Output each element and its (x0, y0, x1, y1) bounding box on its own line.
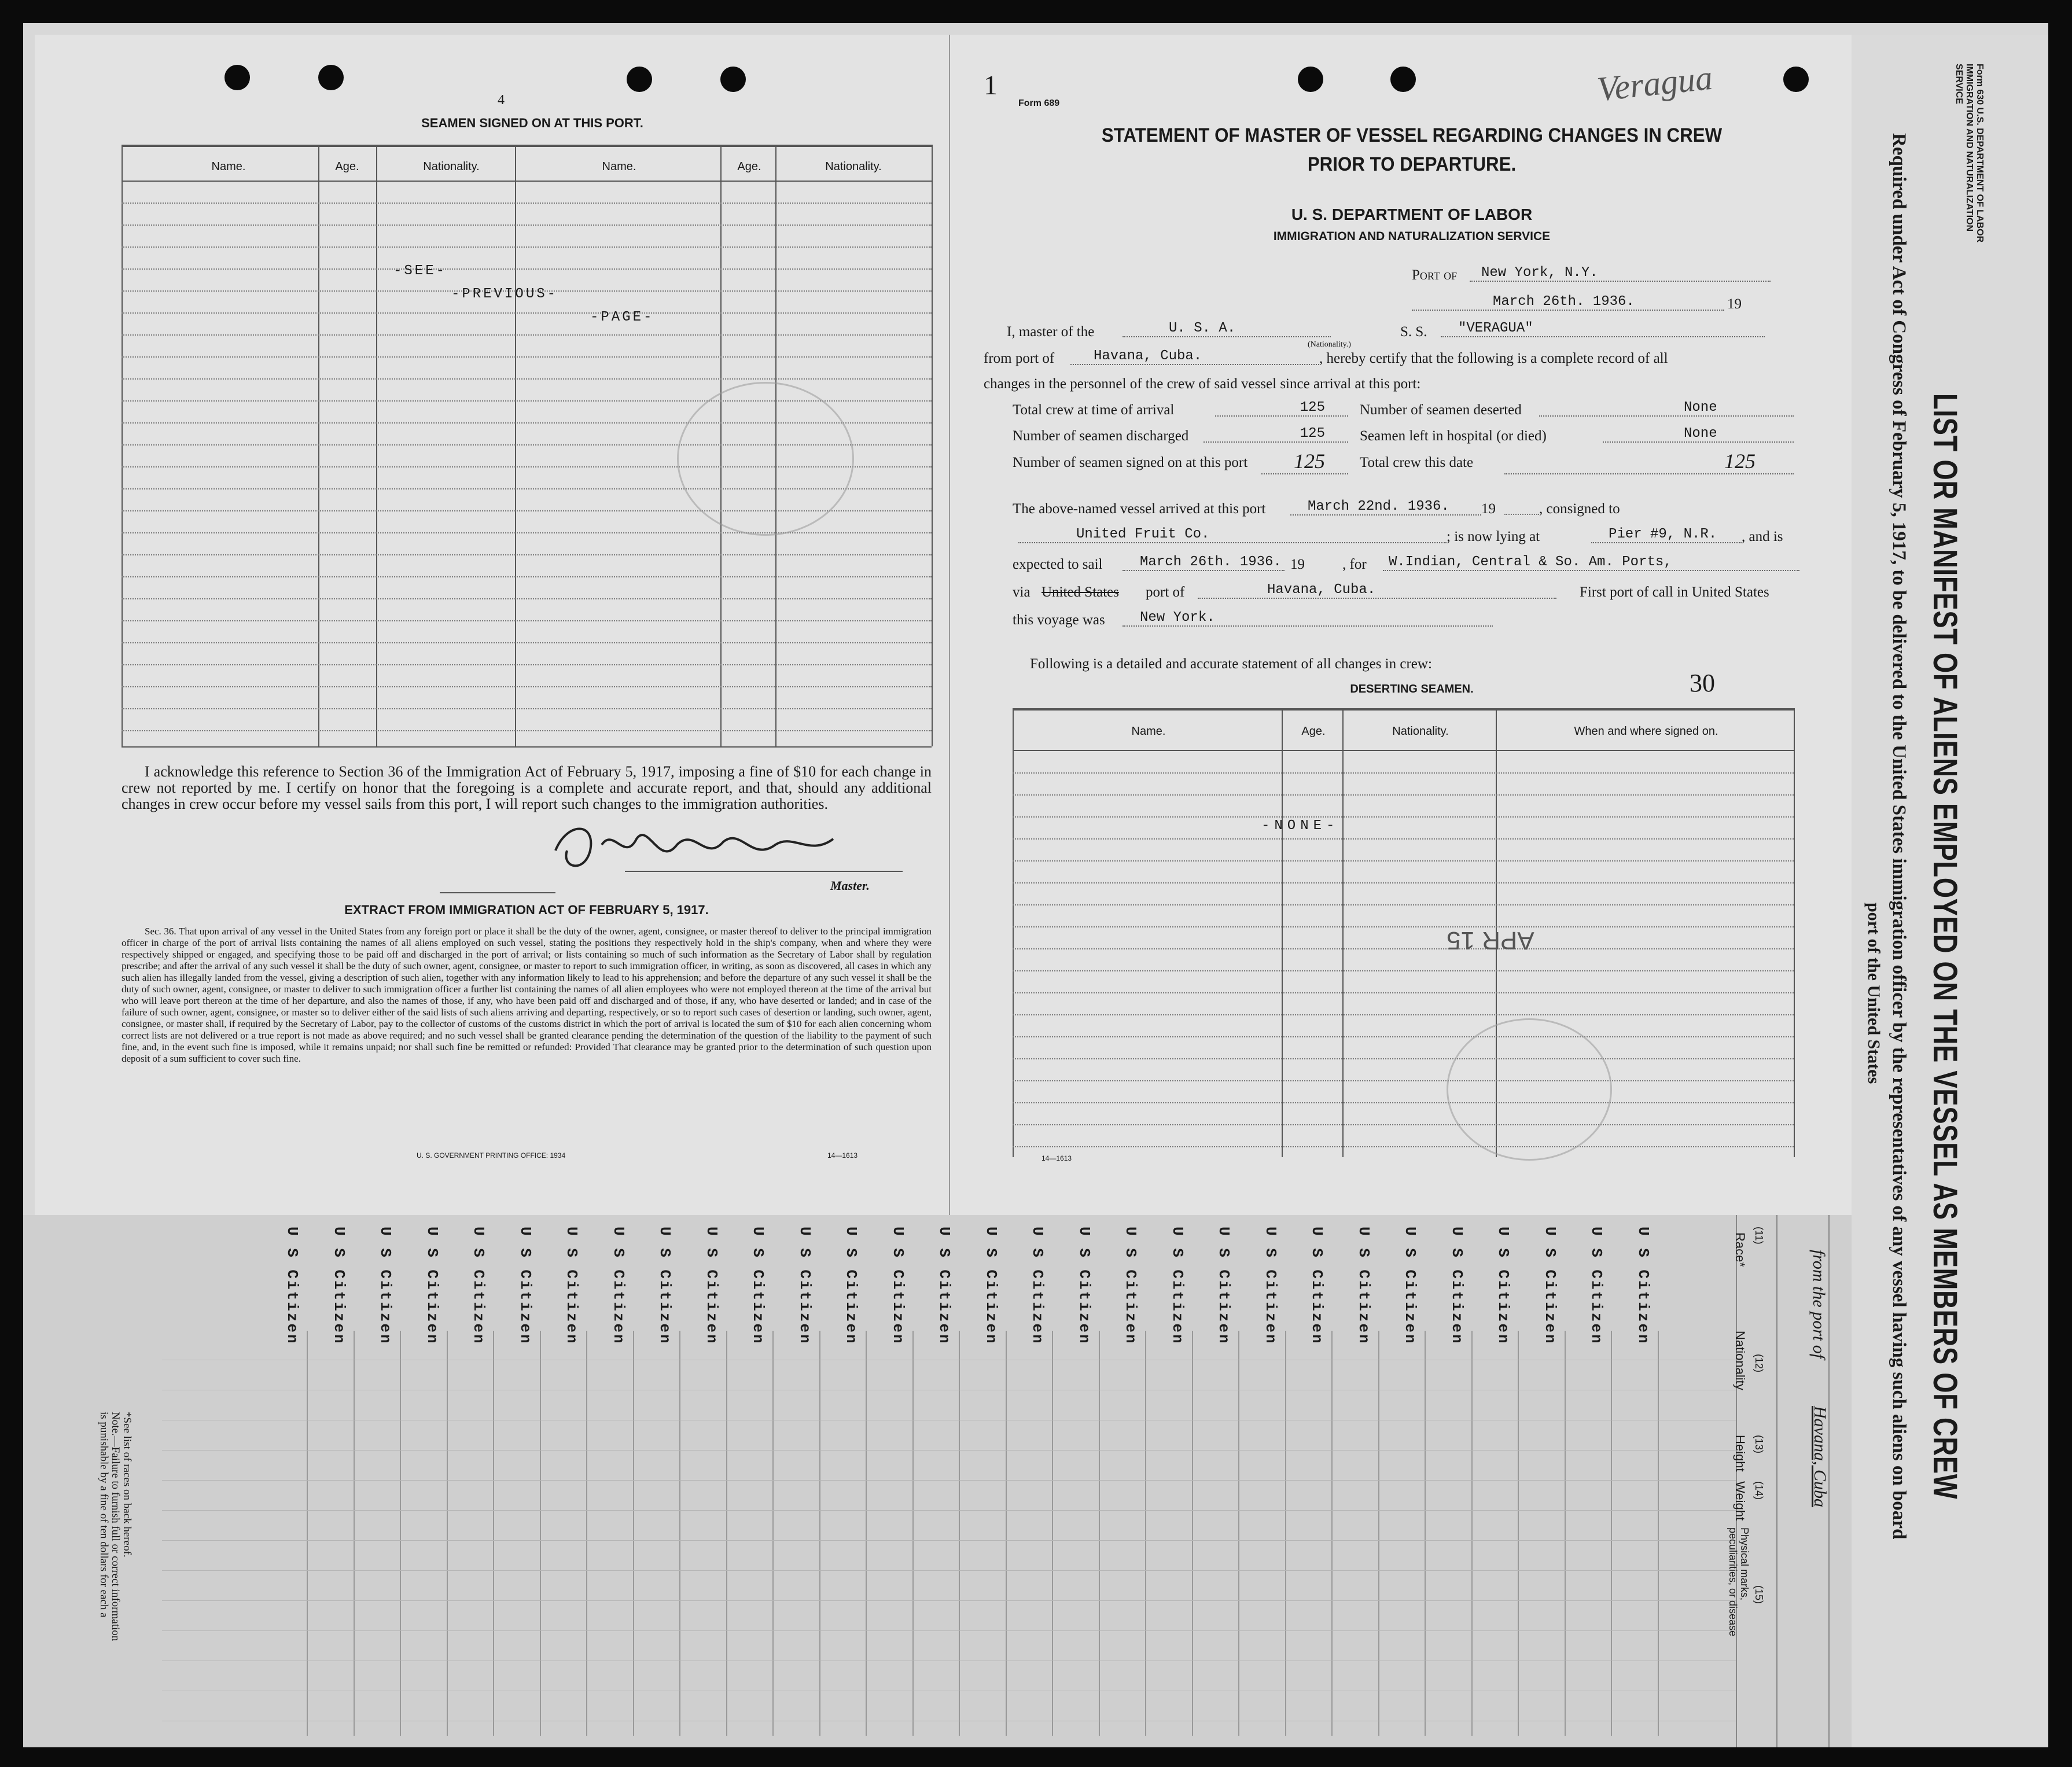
page-fold (949, 35, 950, 1215)
table-row-line (122, 268, 932, 270)
binder-hole (1783, 67, 1809, 92)
nationality-caption: (Nationality.) (1308, 340, 1351, 349)
grid-column-line (1145, 1331, 1146, 1736)
footnote-races: *See list of races on back hereof. (121, 1412, 133, 1558)
race-entry: U S Citizen (284, 1227, 301, 1345)
manifest-back-page (23, 1215, 2048, 1747)
column-number-11: (11) (1753, 1227, 1765, 1245)
grid-column-line (866, 1331, 867, 1736)
race-entry: U S Citizen (656, 1227, 674, 1345)
race-entry: U S Citizen (377, 1227, 394, 1345)
see-note-2: -PREVIOUS- (451, 286, 558, 302)
race-entry: U S Citizen (1588, 1227, 1605, 1345)
voyage-label: this voyage was (1013, 612, 1105, 628)
grid-column-line (1658, 1331, 1659, 1736)
table-row-line (122, 312, 932, 314)
table-row-line (122, 203, 932, 204)
handwritten-number: 30 (1690, 669, 1715, 697)
race-entry: U S Citizen (936, 1227, 953, 1345)
grid-column-line (1285, 1331, 1286, 1736)
race-entry: U S Citizen (1634, 1227, 1652, 1345)
seamen-signed-title: SEAMEN SIGNED ON AT THIS PORT. (421, 116, 643, 130)
total-crew-arrival-value: 125 (1215, 400, 1348, 417)
and-is-text: , and is (1742, 529, 1783, 544)
rule (1013, 750, 1794, 751)
race-entry: U S Citizen (1168, 1227, 1186, 1345)
signed-on-label: Number of seamen signed on at this port (1013, 455, 1248, 470)
for-label: , for (1342, 557, 1367, 572)
grid-column-line (1238, 1331, 1239, 1736)
grid-column-line (586, 1331, 587, 1736)
grid-column-line (540, 1331, 541, 1736)
corner-mark: 1 (984, 70, 998, 101)
expected-year-prefix: 19 (1290, 557, 1305, 572)
grid-column-line (1052, 1331, 1053, 1736)
discharged-value: 125 (1204, 426, 1348, 443)
table-column-line (1342, 708, 1344, 1157)
column-number-13: (13) (1753, 1435, 1765, 1454)
via-port-value: Havana, Cuba. (1198, 582, 1556, 599)
date-stamp: APR 15 (1447, 926, 1534, 955)
rule (440, 892, 555, 893)
arrival-stamp (1447, 1018, 1612, 1161)
race-entry: U S Citizen (1495, 1227, 1512, 1345)
col-age-2: Age. (737, 160, 761, 173)
grid-column-line (1378, 1331, 1379, 1736)
grid-column-line (1006, 1331, 1007, 1736)
race-entry: U S Citizen (1215, 1227, 1232, 1345)
manifest-requirement-port: port of the United States (1864, 903, 1883, 1084)
arrived-value: March 22nd. 1936. (1290, 499, 1481, 516)
statement-title: STATEMENT OF MASTER OF VESSEL REGARDING CHANGES IN CREW (1101, 124, 1723, 146)
table-row-line (1013, 1102, 1794, 1103)
table-row-line (1013, 816, 1794, 818)
table-row-line (122, 708, 932, 709)
binder-hole (720, 67, 746, 92)
binder-hole (627, 67, 652, 92)
table-row-line (122, 246, 932, 248)
form-code-right: 14—1613 (1041, 1154, 1072, 1162)
binder-hole (225, 65, 250, 90)
master-signature (544, 810, 868, 885)
hospital-value: None (1603, 426, 1794, 443)
col-deserting-age: Age. (1301, 725, 1326, 738)
race-entry: U S Citizen (982, 1227, 1000, 1345)
rule (1013, 708, 1794, 711)
table-row-line (1013, 1036, 1794, 1037)
race-entry: U S Citizen (1122, 1227, 1139, 1345)
page-number: 4 (498, 93, 505, 108)
expected-label: expected to sail (1013, 557, 1103, 572)
race-entry: U S Citizen (1541, 1227, 1559, 1345)
grid-column-line (354, 1331, 355, 1736)
footnote-fine: is punishable by a fine of ten dollars for each a (98, 1412, 110, 1618)
table-row-line (122, 686, 932, 687)
race-entry: U S Citizen (796, 1227, 814, 1345)
department-name: U. S. DEPARTMENT OF LABOR (1291, 205, 1533, 223)
table-column-line (1794, 708, 1795, 1157)
grid-row-line (162, 1600, 1736, 1601)
rule (122, 181, 932, 182)
race-entry: U S Citizen (1355, 1227, 1372, 1345)
column-divider (1776, 1215, 1777, 1747)
table-column-line (318, 145, 319, 746)
table-row-line (1013, 860, 1794, 862)
race-entry: U S Citizen (563, 1227, 580, 1345)
table-row-line (122, 334, 932, 336)
table-row-line (1013, 1080, 1794, 1081)
table-row-line (1013, 1146, 1794, 1147)
footnote-note: Note.—Failure to furnish full or correct information (109, 1412, 122, 1641)
form-code-left: 14—1613 (827, 1151, 858, 1159)
printer-note: U. S. GOVERNMENT PRINTING OFFICE: 1934 (417, 1151, 566, 1159)
discharged-label: Number of seamen discharged (1013, 428, 1189, 444)
grid-row-line (162, 1480, 1736, 1481)
race-entry: U S Citizen (702, 1227, 720, 1345)
company-stamp (677, 382, 854, 536)
expected-value: March 26th. 1936. (1123, 554, 1285, 571)
table-row-line (122, 664, 932, 665)
race-entry: U S Citizen (889, 1227, 907, 1345)
grid-column-line (1611, 1331, 1612, 1736)
table-row-line (122, 730, 932, 731)
race-entry: U S Citizen (609, 1227, 627, 1345)
total-today-label: Total crew this date (1360, 455, 1474, 470)
extract-title: EXTRACT FROM IMMIGRATION ACT OF FEBRUARY 5, 1917. (344, 903, 709, 917)
col-deserting-nationality: Nationality. (1392, 725, 1449, 738)
rule (122, 145, 932, 147)
table-row-line (1013, 1124, 1794, 1125)
first-call-label: First port of call in United States (1580, 584, 1769, 600)
date-value: March 26th. 1936. (1412, 294, 1724, 311)
grid-column-line (1518, 1331, 1519, 1736)
see-note-1: -SEE- (393, 263, 447, 279)
manifest-requirement: Required under Act of Congress of February 5, 1917, to be delivered to the United States immigration officer by the representatives of any vessel having such aliens on board (1889, 133, 1909, 1540)
from-port-label: from the port of (1809, 1250, 1828, 1359)
table-row-line (122, 576, 932, 577)
column-number-12: (12) (1753, 1354, 1765, 1373)
table-row-line (1013, 926, 1794, 927)
table-row-line (122, 356, 932, 358)
table-bottom-line (122, 746, 932, 748)
destination-value: W.Indian, Central & So. Am. Ports, (1383, 554, 1799, 571)
column-header-height: Height (1733, 1435, 1747, 1472)
race-entry: U S Citizen (1261, 1227, 1279, 1345)
from-port-value: Havana, Cuba. (1070, 348, 1319, 365)
from-port-value: Havana, Cuba (1810, 1406, 1830, 1507)
table-row-line (1013, 1058, 1794, 1059)
table-row-line (122, 532, 932, 533)
table-row-line (122, 598, 932, 599)
see-note-3: -PAGE- (590, 310, 654, 325)
date-year-prefix: 19 (1727, 296, 1742, 312)
deserted-value: None (1539, 400, 1794, 417)
grid-column-line (493, 1331, 494, 1736)
grid-column-line (1192, 1331, 1193, 1736)
port-value: New York, N.Y. (1470, 265, 1771, 282)
certify-text: , hereby certify that the following is a complete record of all (1319, 351, 1668, 366)
table-row-line (1013, 992, 1794, 993)
lying-label: ; is now lying at (1447, 529, 1540, 544)
column-number-15: (15) (1753, 1585, 1765, 1604)
table-row-line (1013, 794, 1794, 796)
deserting-title: DESERTING SEAMEN. (1350, 683, 1474, 695)
col-nationality-2: Nationality. (825, 160, 882, 173)
signed-on-value: 125 (1261, 449, 1348, 474)
grid-column-line (1471, 1331, 1473, 1736)
nationality-value: U. S. A. (1123, 321, 1331, 337)
table-row-line (122, 620, 932, 621)
col-nationality: Nationality. (423, 160, 480, 173)
table-column-line (1013, 708, 1014, 1157)
rule (1504, 514, 1539, 515)
grid-column-line (633, 1331, 634, 1736)
grid-row-line (162, 1570, 1736, 1571)
col-deserting-when-where: When and where signed on. (1574, 725, 1718, 738)
grid-column-line (1099, 1331, 1100, 1736)
table-column-line (1282, 708, 1283, 1157)
table-row-line (122, 554, 932, 555)
binder-hole (1298, 67, 1323, 92)
grid-column-line (1331, 1331, 1333, 1736)
rule (625, 871, 903, 872)
master-of-label: I, master of the (1007, 324, 1095, 340)
table-column-line (376, 145, 377, 746)
col-age: Age. (335, 160, 359, 173)
voyage-value: New York. (1123, 610, 1493, 627)
grid-column-line (1425, 1331, 1426, 1736)
column-header-weight: Weight (1733, 1481, 1747, 1521)
table-row-line (1013, 970, 1794, 971)
race-entry: U S Citizen (749, 1227, 767, 1345)
col-deserting-name: Name. (1131, 725, 1166, 738)
service-name: IMMIGRATION AND NATURALIZATION SERVICE (1273, 230, 1551, 243)
via-label: via (1013, 584, 1031, 600)
changes-text: changes in the personnel of the crew of said vessel since arrival at this port: (984, 376, 1421, 392)
table-row-line (122, 224, 932, 226)
column-header-nationality: Nationality (1733, 1331, 1747, 1390)
grid-column-line (400, 1331, 401, 1736)
table-row-line (122, 378, 932, 380)
statement-title-2: PRIOR TO DEPARTURE. (1307, 153, 1517, 175)
table-column-line (122, 145, 123, 746)
table-column-line (515, 145, 516, 746)
race-entry: U S Citizen (842, 1227, 860, 1345)
form-number: Form 689 (1018, 98, 1060, 108)
handwritten-vessel-name: Veragua (1595, 58, 1714, 109)
grid-column-line (307, 1331, 308, 1736)
grid-column-line (726, 1331, 727, 1736)
manifest-title: LIST OR MANIFEST OF ALIENS EMPLOYED ON THE VESSEL AS MEMBERS OF CREW (1926, 393, 1964, 1500)
extract-text: Sec. 36. That upon arrival of any vessel in the United States from any foreign port or place it shall be the duty of the owner, agent, consignee, or master thereof to deliver to the principal immigration officer in charge of the port of arrival lists containing the names of all aliens employed on such vessel, stating the positions they respectively hold in the ship's company, when and where they were respectively shipped or engaged, and specifying those to be paid off and discharged in the port of arrival; or lists containing so much of such information as the Secretary of Labor shall by regulation prescribe; and after the arrival of any such vessel it shall be the duty of such owner, agent, consignee, or master to report to such immigration officer, in writing, as soon as discovered, all cases in which any such alien has illegally landed from the vessel, giving a description of such alien, together with any information likely to lead to his apprehension; and before the departure of any such vessel it shall be the duty of such owner, agent, consignee, or master to deliver to such immigration officer a further list containing the names of all alien employees who were not employed thereon at the time of the arrival but who will leave port thereon at the time of her departure, and also the names of those, if any, who have been paid off and discharged and of those, if any, who have deserted or landed; and in case of the failure of such owner, agent, consignee, or master so to deliver either of the said lists of such aliens arriving and departing, respectively, or so to report such cases of desertion or landing, such owner, agent, consignee, or master shall, if required by the Secretary of Labor, pay to the collector of customs of the customs district in which the port of arrival is located the sum of $10 for each alien concerning whom correct lists are not delivered or a true report is not made as above required; and no such vessel shall be granted clearance pending the determination of the question of the liability to the payment of such fine, and, in the event such fine is imposed, while it remains unpaid; nor shall such fine be remitted or refunded: Provided That clearance may be granted prior to the determination of such question upon deposit of a sum sufficient to cover such fine. (122, 926, 932, 1064)
ship-name: "VERAGUA" (1441, 321, 1765, 337)
grid-column-line (1565, 1331, 1566, 1736)
column-number-14: (14) (1753, 1481, 1765, 1500)
binder-hole (318, 65, 344, 90)
race-entry: U S Citizen (1401, 1227, 1419, 1345)
grid-column-line (959, 1331, 960, 1736)
ss-label: S. S. (1400, 324, 1427, 340)
port-label: Port of (1412, 267, 1458, 283)
race-entry: U S Citizen (330, 1227, 348, 1345)
consigned-label: , consigned to (1539, 501, 1620, 517)
deserted-label: Number of seamen deserted (1360, 402, 1522, 418)
form-front-page (35, 35, 1852, 1215)
table-row-line (1013, 948, 1794, 949)
grid-column-line (912, 1331, 914, 1736)
table-row-line (1013, 882, 1794, 884)
grid-row-line (162, 1540, 1736, 1541)
race-entry: U S Citizen (1448, 1227, 1466, 1345)
table-row-line (1013, 772, 1794, 774)
from-port-label: from port of (984, 351, 1055, 366)
race-entry: U S Citizen (516, 1227, 534, 1345)
grid-column-line (772, 1331, 774, 1736)
table-row-line (1013, 838, 1794, 840)
table-row-line (122, 642, 932, 643)
lying-value: Pier #9, N.R. (1591, 527, 1742, 543)
grid-column-line (679, 1331, 680, 1736)
col-name: Name. (211, 160, 246, 173)
acknowledgement-text: I acknowledge this reference to Section 36 of the Immigration Act of February 5, 1917, imposing a fine of $10 for each change in crew not reported by me. I certify on honor that the foregoing is a complete and accurate report, and that, should any additional changes in crew occur before my vessel sails from this port, I will report such changes to the immigration authorities. (122, 763, 932, 812)
hospital-label: Seamen left in hospital (or died) (1360, 428, 1547, 444)
table-column-line (932, 145, 933, 746)
binder-hole (1390, 67, 1416, 92)
consignee-value: United Fruit Co. (1018, 527, 1447, 543)
arrived-year-prefix: 19 (1481, 501, 1496, 517)
grid-column-line (819, 1331, 820, 1736)
total-today-value: 125 (1504, 449, 1794, 474)
grid-row-line (162, 1630, 1736, 1631)
race-entry: U S Citizen (470, 1227, 487, 1345)
following-text: Following is a detailed and accurate statement of all changes in crew: (1030, 656, 1432, 672)
port-of-label: port of (1146, 584, 1185, 600)
none-entry: -NONE- (1261, 818, 1339, 834)
total-crew-arrival-label: Total crew at time of arrival (1013, 402, 1175, 418)
column-header-physical-marks: Physical marks, peculiarities, or disease (1727, 1527, 1750, 1637)
grid-column-line (447, 1331, 448, 1736)
table-row-line (1013, 904, 1794, 905)
table-row-line (1013, 1014, 1794, 1015)
column-header-race: Race* (1733, 1232, 1747, 1267)
race-entry: U S Citizen (1308, 1227, 1326, 1345)
master-label: Master. (830, 878, 870, 893)
race-entry: U S Citizen (1075, 1227, 1093, 1345)
via-struck-text: United States (1041, 584, 1120, 600)
department-block: Form 630 U.S. DEPARTMENT OF LABOR IMMIGRATION AND NATURALIZATION SERVICE (1954, 64, 1985, 243)
arrived-label: The above-named vessel arrived at this port (1013, 501, 1266, 517)
race-entry: U S Citizen (423, 1227, 441, 1345)
grid-row-line (162, 1510, 1736, 1511)
race-entry: U S Citizen (1029, 1227, 1046, 1345)
col-name-2: Name. (602, 160, 636, 173)
grid-row-line (162, 1450, 1736, 1451)
